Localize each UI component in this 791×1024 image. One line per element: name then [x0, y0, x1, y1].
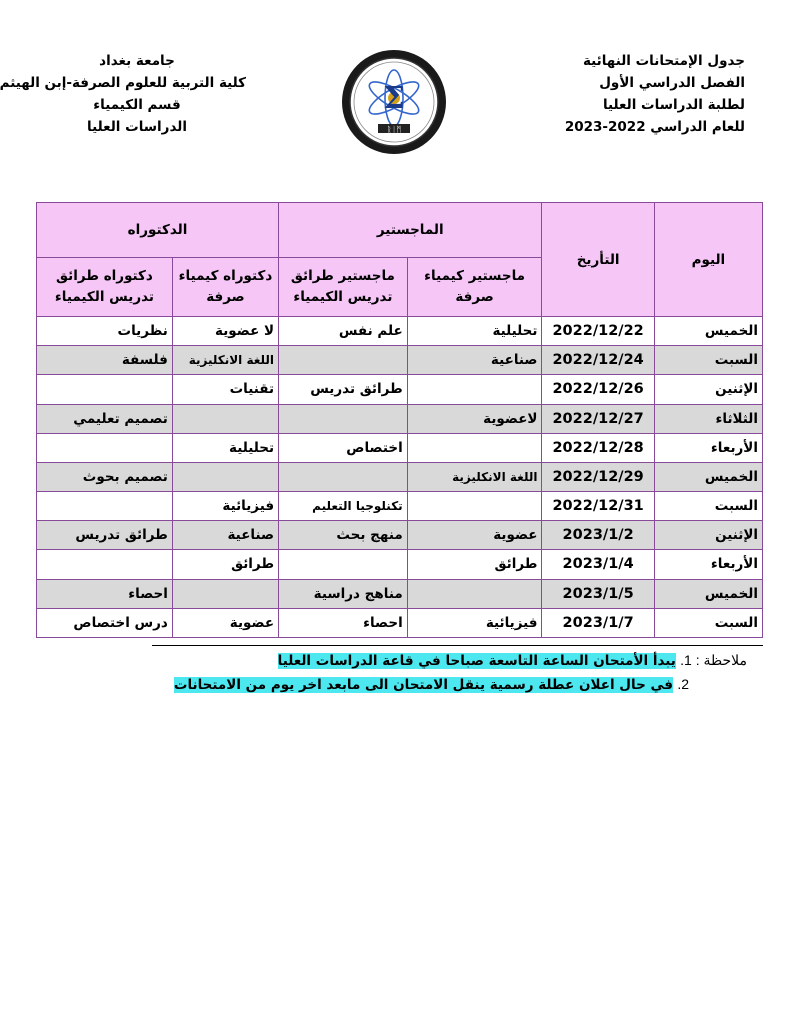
college-name: كلية التربية للعلوم الصرفة-إبن الهيثم: [0, 75, 246, 91]
date-cell: 2023/1/2: [542, 521, 654, 550]
doctorate-header: الدكتوراه: [37, 203, 279, 258]
date-cell: 2023/1/4: [542, 550, 654, 579]
phd-pure-cell: [172, 462, 278, 491]
masters-pure-cell: اللغة الانكليزية: [407, 462, 542, 491]
note-1-text: يبدأ الأمتحان الساعة التاسعة صباحا في قاعة الدراسات العليا: [277, 653, 676, 669]
note-2-text: في حال اعلان عطلة رسمية ينقل الامتحان الى مابعد اخر يوم من الامتحانات: [173, 677, 674, 693]
day-cell: السبت: [654, 608, 762, 637]
table-row: [37, 433, 763, 462]
date-header: التأريخ: [542, 203, 654, 317]
masters-pure-cell: لاعضوية: [407, 404, 542, 433]
exam-schedule-table: [36, 202, 763, 638]
masters-methods-cell: مناهج دراسية: [279, 579, 408, 608]
phd-pure-cell: تحليلية: [172, 433, 278, 462]
masters-methods-cell: [279, 462, 408, 491]
day-cell: السبت: [654, 492, 762, 521]
phd-methods-cell: تصميم تعليمي: [37, 404, 173, 433]
table-row: [37, 550, 763, 579]
phd-pure-cell: [172, 579, 278, 608]
phd-methods-cell: احصاء: [37, 579, 173, 608]
notes-section: [107, 648, 747, 696]
day-cell: الخميس: [654, 579, 762, 608]
phd-methods-cell: درس اختصاص: [37, 608, 173, 637]
phd-pure-cell: [172, 404, 278, 433]
day-cell: الإثنين: [654, 375, 762, 404]
header-left: [0, 50, 246, 138]
date-cell: 2022/12/28: [542, 433, 654, 462]
graduate-studies-label: الدراسات العليا: [87, 119, 187, 135]
phd-methods-header: دكتوراه طرائق تدريس الكيمياء: [37, 258, 173, 317]
phd-methods-cell: [37, 550, 173, 579]
table-row: [37, 404, 763, 433]
date-cell: 2023/1/5: [542, 579, 654, 608]
exam-schedule-title: جدول الإمتحانات النهائية: [582, 53, 745, 69]
day-header: اليوم: [654, 203, 762, 317]
masters-methods-cell: علم نفس: [279, 317, 408, 346]
masters-pure-cell: فيزيائية: [407, 608, 542, 637]
masters-pure-cell: [407, 492, 542, 521]
phd-pure-cell: صناعية: [172, 521, 278, 550]
phd-pure-header: دكتوراه كيمياء صرفة: [172, 258, 278, 317]
department-name: قسم الكيمياء: [93, 97, 181, 113]
date-cell: 2023/1/7: [542, 608, 654, 637]
note-2: [107, 672, 747, 696]
phd-methods-cell: [37, 492, 173, 521]
day-cell: السبت: [654, 346, 762, 375]
table-row: [37, 317, 763, 346]
date-cell: 2022/12/29: [542, 462, 654, 491]
table-row: [37, 608, 763, 637]
date-cell: 2022/12/27: [542, 404, 654, 433]
masters-pure-cell: صناعية: [407, 346, 542, 375]
phd-pure-cell: طرائق: [172, 550, 278, 579]
masters-methods-header: ماجستير طرائق تدريس الكيمياء: [279, 258, 408, 317]
semester-line: الفصل الدراسي الأول: [599, 75, 745, 91]
academic-year-line: للعام الدراسي 2022-2023: [564, 119, 745, 135]
students-line: لطلبة الدراسات العليا: [602, 97, 745, 113]
masters-methods-cell: [279, 550, 408, 579]
phd-pure-cell: اللغة الانكليزية: [172, 346, 278, 375]
phd-methods-cell: نظريات: [37, 317, 173, 346]
table-row: [37, 462, 763, 491]
day-cell: الإثنين: [654, 521, 762, 550]
logo-banner: ᚱᛁᛗ: [386, 125, 402, 134]
header-right: [565, 50, 745, 138]
masters-methods-cell: طرائق تدريس: [279, 375, 408, 404]
phd-methods-cell: فلسفة: [37, 346, 173, 375]
date-cell: 2022/12/31: [542, 492, 654, 521]
notes-divider: [152, 645, 763, 646]
phd-methods-cell: [37, 433, 173, 462]
masters-pure-cell: طرائق: [407, 550, 542, 579]
date-cell: 2022/12/22: [542, 317, 654, 346]
table-row: [37, 492, 763, 521]
phd-methods-cell: تصميم بحوث: [37, 462, 173, 491]
note-1: [107, 648, 747, 672]
masters-pure-cell: [407, 375, 542, 404]
logo-symbol: Σ: [383, 81, 405, 116]
masters-pure-cell: [407, 579, 542, 608]
masters-methods-cell: [279, 404, 408, 433]
note-2-number: 2.: [677, 676, 689, 692]
masters-pure-cell: [407, 433, 542, 462]
day-cell: الأربعاء: [654, 433, 762, 462]
day-cell: الثلاثاء: [654, 404, 762, 433]
phd-pure-cell: تقنيات: [172, 375, 278, 404]
day-cell: الأربعاء: [654, 550, 762, 579]
day-cell: الخميس: [654, 317, 762, 346]
table-row: [37, 521, 763, 550]
masters-pure-header: ماجستير كيمياء صرفة: [407, 258, 542, 317]
date-cell: 2022/12/24: [542, 346, 654, 375]
phd-methods-cell: طرائق تدريس: [37, 521, 173, 550]
phd-methods-cell: [37, 375, 173, 404]
date-cell: 2022/12/26: [542, 375, 654, 404]
notes-label: ملاحظة : 1.: [680, 652, 747, 668]
masters-methods-cell: منهج بحث: [279, 521, 408, 550]
masters-pure-cell: عضوية: [407, 521, 542, 550]
university-name: جامعة بغداد: [99, 53, 175, 69]
masters-methods-cell: تكنلوجيا التعليم: [279, 492, 408, 521]
table-row: [37, 346, 763, 375]
table-row: [37, 579, 763, 608]
phd-pure-cell: لا عضوية: [172, 317, 278, 346]
table-row: [37, 375, 763, 404]
masters-methods-cell: احصاء: [279, 608, 408, 637]
masters-header: الماجستير: [279, 203, 542, 258]
masters-methods-cell: اختصاص: [279, 433, 408, 462]
college-seal-logo-icon: [340, 48, 448, 156]
masters-methods-cell: [279, 346, 408, 375]
masters-pure-cell: تحليلية: [407, 317, 542, 346]
phd-pure-cell: عضوية: [172, 608, 278, 637]
day-cell: الخميس: [654, 462, 762, 491]
phd-pure-cell: فيزيائية: [172, 492, 278, 521]
